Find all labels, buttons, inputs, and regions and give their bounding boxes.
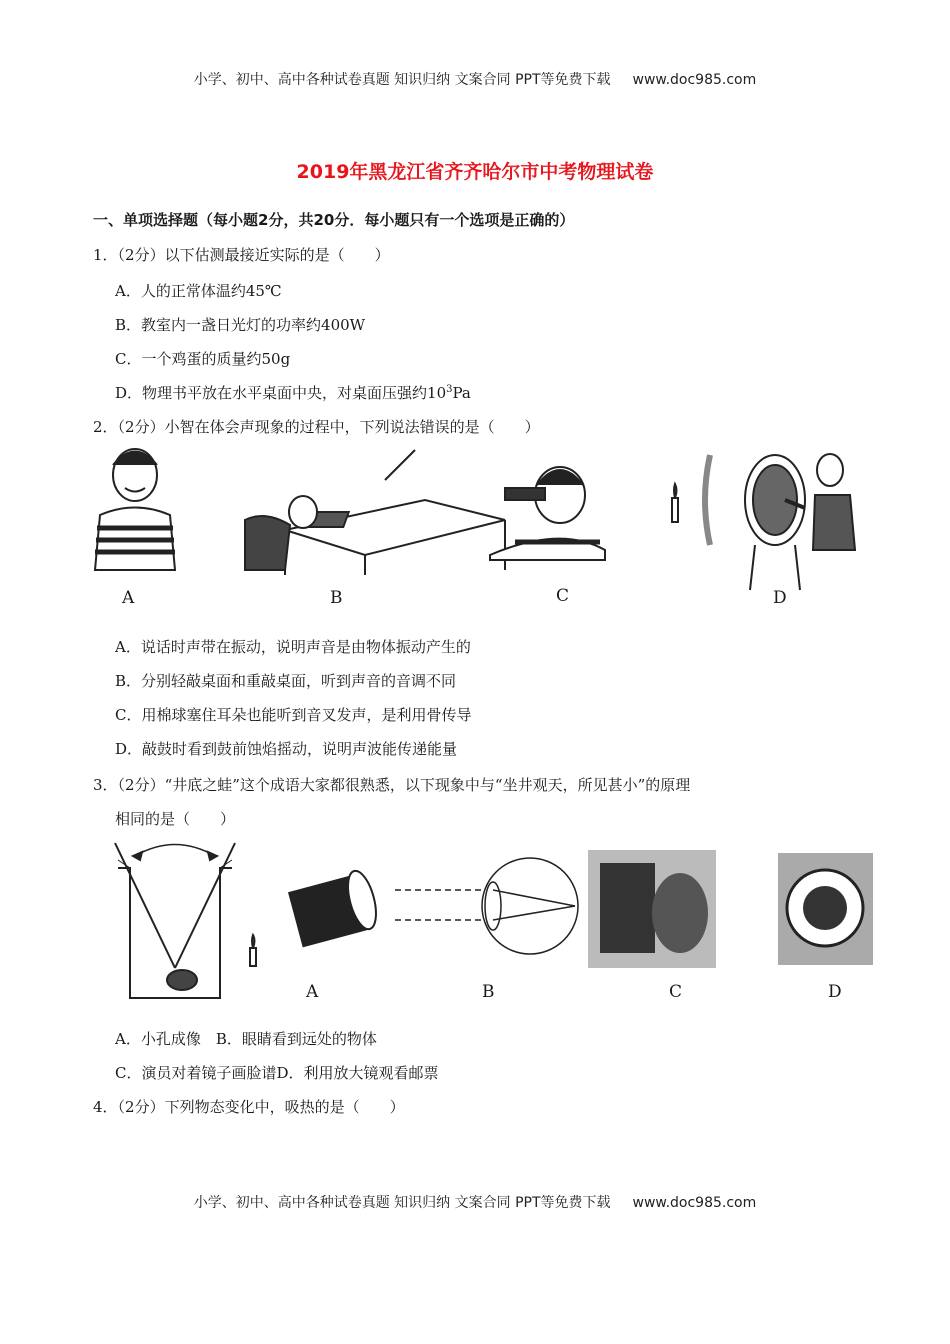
page-header (0, 69, 950, 89)
q2-figure-b-table (245, 450, 505, 575)
q2-option-c: C．用棉球塞住耳朵也能听到音叉发声，是利用骨传导 (115, 706, 472, 724)
q2-figure-c-tuning-fork (490, 467, 605, 560)
q3-options-row2: C．演员对着镜子画脸谱D．利用放大镜观看邮票 (115, 1064, 439, 1082)
q2-option-d: D．敲鼓时看到鼓前蚀焰摇动，说明声波能传递能量 (115, 740, 458, 758)
q1-option-d-unit: Pa (452, 384, 471, 402)
section-heading: 一、单项选择题（每小题2分，共20分．每小题只有一个选项是正确的） (93, 211, 575, 229)
q1-option-c: C．一个鸡蛋的质量约50g (115, 350, 291, 368)
q2-label-b: B (330, 588, 343, 608)
q3-stem-line1: 3．（2分）“井底之蛙”这个成语大家都很熟悉，以下现象中与“坐井观天，所见甚小”的原理 (93, 776, 691, 794)
q2-option-b: B．分别轻敲桌面和重敲桌面，听到声音的音调不同 (115, 672, 457, 690)
q1-option-d (115, 382, 471, 403)
q2-stem: 2．（2分）小智在体会声现象的过程中，下列说法错误的是（ ） (93, 418, 540, 436)
q3-figure-well-frog (115, 843, 235, 998)
q3-stem-line2: 相同的是（ ） (115, 810, 236, 828)
q2-label-c: C (556, 586, 570, 606)
footer-text: 小学、初中、高中各种试卷真题 知识归纳 文案合同 PPT等免费下载 (193, 1195, 611, 1211)
q3-figure-b-eye (395, 858, 578, 954)
q2-option-a: A．说话时声带在振动，说明声音是由物体振动产生的 (115, 638, 471, 656)
q3-figure-d-stamp (778, 853, 873, 965)
q3-label-a: A (306, 982, 319, 1002)
q1-stem: 1．（2分）以下估测最接近实际的是（ ） (93, 246, 390, 264)
q3-label-c: C (669, 982, 683, 1002)
q1-option-b: B．教室内一盏日光灯的功率约400W (115, 316, 366, 334)
q2-label-d: D (773, 588, 787, 608)
q2-figure-a-talking-person (95, 449, 175, 570)
footer-site-link[interactable]: www.doc985.com (632, 1195, 757, 1211)
q1-option-d-exponent: 3 (446, 384, 453, 395)
header-site-link[interactable]: www.doc985.com (632, 72, 757, 88)
q2-label-a: A (122, 588, 135, 608)
exam-title: 2019年黑龙江省齐齐哈尔市中考物理试卷 (296, 161, 654, 183)
q1-option-d-text: D．物理书平放在水平桌面中央，对桌面压强约10 (115, 384, 447, 402)
q4-stem: 4．（2分）下列物态变化中，吸热的是（ ） (93, 1098, 405, 1116)
q3-label-b: B (482, 982, 495, 1002)
q3-figure (110, 838, 880, 1003)
q2-figure-d-drum-candle (672, 454, 855, 590)
page-footer (0, 1192, 950, 1212)
q3-options-row1: A．小孔成像 B．眼睛看到远处的物体 (115, 1030, 377, 1048)
q1-option-a: A．人的正常体温约45℃ (115, 282, 282, 300)
q2-figure (85, 440, 875, 610)
header-text: 小学、初中、高中各种试卷真题 知识归纳 文案合同 PPT等免费下载 (193, 72, 611, 88)
q3-figure-a-pinhole-camera (250, 868, 381, 966)
q3-figure-c-mirror-face (588, 850, 716, 968)
q3-label-d: D (828, 982, 842, 1002)
